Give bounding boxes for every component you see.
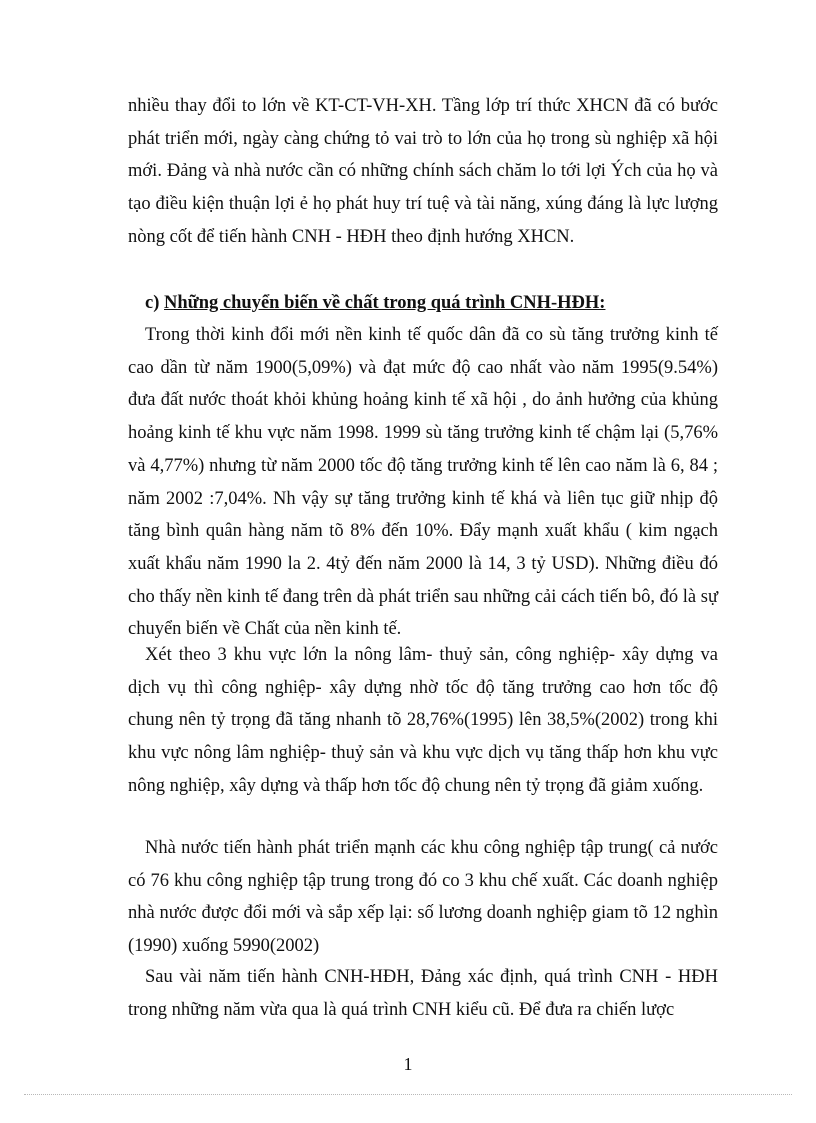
section-heading-label: c) <box>145 293 160 313</box>
paragraph-intellectuals: nhiều thay đổi to lớn về KT-CT-VH-XH. Tầng lớp trí thức XHCN đã có bước phát triển mới, ngày càng chứng tỏ vai trò to lớn của họ trong sù nghiệp xã hội mới. Đảng và nhà nước cần có những chính sách chăm lo tới lợi Ých của họ và tạo điều kiện thuận lợi ẻ họ phát huy trí tuệ và tài năng, xúng đáng là lực lượng nòng cốt để tiến hành CNH - HĐH theo định hướng XHCN. <box>128 96 718 247</box>
section-heading-text: Những chuyển biến về chất trong quá trình CNH-HĐH: <box>164 293 606 313</box>
paragraph-sector-shares: Xét theo 3 khu vực lớn la nông lâm- thuỷ sản, công nghiệp- xây dựng va dịch vụ thì công nghiệp- xây dựng nhờ tốc độ tăng trưởng cao hơn tốc độ chung nên tỷ trọng đã tăng nhanh tõ 28,76%(1995) lên 38,5%(2002) trong khi khu vực nông lâm nghiệp- thuỷ sản và khu vực dịch vụ tăng thấp hơn khu vực nông nghiệp, xây dựng và thấp hơn tốc độ chung nên tỷ trọng đã giảm xuống. <box>128 645 718 796</box>
footer-divider <box>24 1094 792 1095</box>
section-heading <box>145 287 605 320</box>
paragraph-economic-growth: Trong thời kinh đổi mới nền kinh tế quốc dân đã co sù tăng trưởng kinh tế cao dần từ năm 1900(5,09%) và đạt mức độ cao nhất vào năm 1995(9.54%) đưa đất nước thoát khỏi khủng hoảng kinh tế xã hội , do ảnh hưởng của khủng hoảng kinh tế khu vực năm 1998. 1999 sù tăng trưởng kinh tế chậm lại (5,76% và 4,77%) nhưng từ năm 2000 tốc độ tăng trưởng kinh tế lên cao năm là 6, 84 ; năm 2002 :7,04%. Nh vậy sự tăng trưởng kinh tế khá và liên tục giữ nhịp độ tăng bình quân hàng năm tõ 8% đến 10%. Đẩy mạnh xuất khẩu ( kim ngạch xuất khẩu năm 1990 la 2. 4tỷ đến năm 2000 là 14, 3 tỷ USD). Những điều đó cho thấy nền kinh tế đang trên dà phát triển sau những cải cách tiến bô, đó là sự chuyển biến về Chất của nền kinh tế. <box>128 325 718 640</box>
paragraph-party-assessment: Sau vài năm tiến hành CNH-HĐH, Đảng xác định, quá trình CNH - HĐH trong những năm vừa qua là quá trình CNH kiểu cũ. Để đưa ra chiến lược <box>128 967 718 1020</box>
paragraph-industrial-zones: Nhà nước tiến hành phát triển mạnh các khu công nghiệp tập trung( cả nước có 76 khu công nghiệp tập trung trong đó co 3 khu chế xuất. Các doanh nghiệp nhà nước được đổi mới và sắp xếp lại: số lương doanh nghiệp giam tõ 12 nghìn (1990) xuống 5990(2002) <box>128 838 718 957</box>
page-number: 1 <box>403 1054 413 1074</box>
